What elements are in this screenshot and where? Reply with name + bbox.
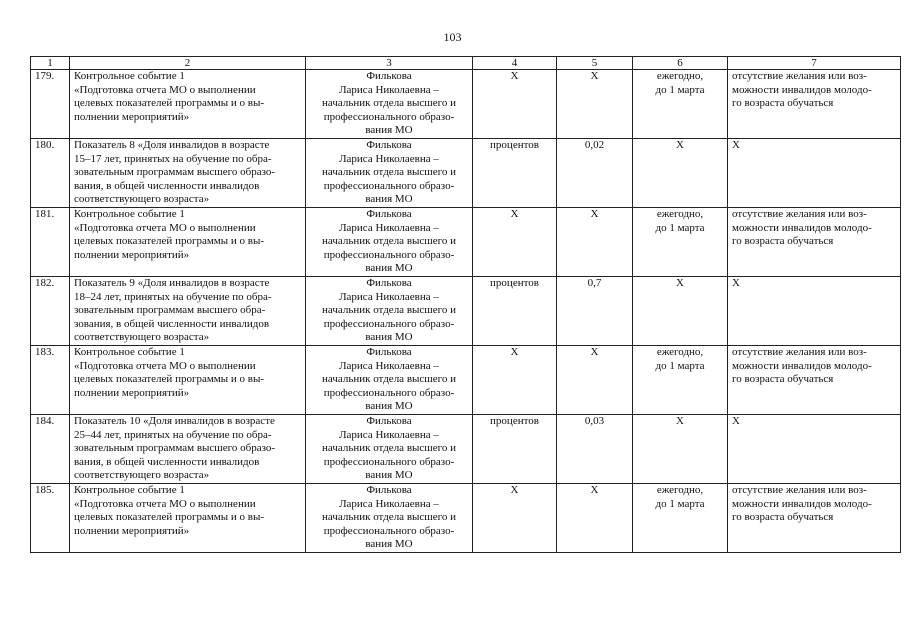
row-number: 185. <box>31 484 70 553</box>
unit-of-measure: Х <box>473 70 557 139</box>
deadline: ежегодно, до 1 марта <box>633 346 728 415</box>
table-row <box>31 484 901 553</box>
responsible-person: Филькова Лариса Николаевна – начальник отдела высшего и профессионального образо- вания МО <box>306 139 473 208</box>
responsible-person: Филькова Лариса Николаевна – начальник отдела высшего и профессионального образо- вания МО <box>306 346 473 415</box>
item-name: Показатель 9 «Доля инвалидов в возрасте 18–24 лет, принятых на обучение по обра- зовательным программам высшего обра- зования, в общей численности инвалидов соответствующего возраста» <box>70 277 306 346</box>
table-row <box>31 139 901 208</box>
row-number: 183. <box>31 346 70 415</box>
header-cell-7: 7 <box>728 57 901 70</box>
header-cell-3: 3 <box>306 57 473 70</box>
deadline: ежегодно, до 1 марта <box>633 484 728 553</box>
unit-of-measure: Х <box>473 208 557 277</box>
item-name: Контрольное событие 1 «Подготовка отчета МО о выполнении целевых показателей программы и о вы- полнении мероприятий» <box>70 484 306 553</box>
risk-description: отсутствие желания или воз- можности инвалидов молодо- го возраста обучаться <box>728 484 901 553</box>
target-value: Х <box>557 346 633 415</box>
deadline: Х <box>633 415 728 484</box>
item-name: Показатель 8 «Доля инвалидов в возрасте 15–17 лет, принятых на обучение по обра- зовательным программам высшего образо- вания, в общей численности инвалидов соответствующего возраста» <box>70 139 306 208</box>
header-cell-5: 5 <box>557 57 633 70</box>
header-cell-4: 4 <box>473 57 557 70</box>
table-row <box>31 415 901 484</box>
row-number: 181. <box>31 208 70 277</box>
target-value: Х <box>557 208 633 277</box>
page-number: 103 <box>443 30 462 44</box>
responsible-person: Филькова Лариса Николаевна – начальник отдела высшего и профессионального образо- вания МО <box>306 415 473 484</box>
responsible-person: Филькова Лариса Николаевна – начальник отдела высшего и профессионального образо- вания МО <box>306 208 473 277</box>
deadline: Х <box>633 139 728 208</box>
risk-description: отсутствие желания или воз- можности инвалидов молодо- го возраста обучаться <box>728 70 901 139</box>
table-row <box>31 70 901 139</box>
deadline: ежегодно, до 1 марта <box>633 70 728 139</box>
item-name: Контрольное событие 1 «Подготовка отчета МО о выполнении целевых показателей программы и о вы- полнении мероприятий» <box>70 70 306 139</box>
item-name: Контрольное событие 1 «Подготовка отчета МО о выполнении целевых показателей программы и о вы- полнении мероприятий» <box>70 208 306 277</box>
responsible-person: Филькова Лариса Николаевна – начальник отдела высшего и профессионального образо- вания МО <box>306 70 473 139</box>
target-value: Х <box>557 70 633 139</box>
row-number: 184. <box>31 415 70 484</box>
table-row <box>31 346 901 415</box>
table-row <box>31 277 901 346</box>
item-name: Показатель 10 «Доля инвалидов в возрасте 25–44 лет, принятых на обучение по обра- зовательным программам высшего образо- вания, в общей численности инвалидов соответствующего возраста» <box>70 415 306 484</box>
document-table <box>30 56 901 553</box>
unit-of-measure: процентов <box>473 277 557 346</box>
row-number: 179. <box>31 70 70 139</box>
row-number: 180. <box>31 139 70 208</box>
risk-description: отсутствие желания или воз- можности инвалидов молодо- го возраста обучаться <box>728 208 901 277</box>
target-value: 0,03 <box>557 415 633 484</box>
deadline: ежегодно, до 1 марта <box>633 208 728 277</box>
risk-description: Х <box>728 415 901 484</box>
responsible-person: Филькова Лариса Николаевна – начальник отдела высшего и профессионального образо- вания МО <box>306 484 473 553</box>
unit-of-measure: процентов <box>473 139 557 208</box>
target-value: Х <box>557 484 633 553</box>
header-cell-2: 2 <box>70 57 306 70</box>
header-cell-6: 6 <box>633 57 728 70</box>
target-value: 0,7 <box>557 277 633 346</box>
deadline: Х <box>633 277 728 346</box>
risk-description: Х <box>728 277 901 346</box>
row-number: 182. <box>31 277 70 346</box>
risk-description: Х <box>728 139 901 208</box>
table-row <box>31 208 901 277</box>
unit-of-measure: Х <box>473 484 557 553</box>
responsible-person: Филькова Лариса Николаевна – начальник отдела высшего и профессионального образо- вания МО <box>306 277 473 346</box>
item-name: Контрольное событие 1 «Подготовка отчета МО о выполнении целевых показателей программы и о вы- полнении мероприятий» <box>70 346 306 415</box>
table-header-row <box>31 57 901 70</box>
target-value: 0,02 <box>557 139 633 208</box>
header-cell-1: 1 <box>31 57 70 70</box>
risk-description: отсутствие желания или воз- можности инвалидов молодо- го возраста обучаться <box>728 346 901 415</box>
unit-of-measure: Х <box>473 346 557 415</box>
unit-of-measure: процентов <box>473 415 557 484</box>
